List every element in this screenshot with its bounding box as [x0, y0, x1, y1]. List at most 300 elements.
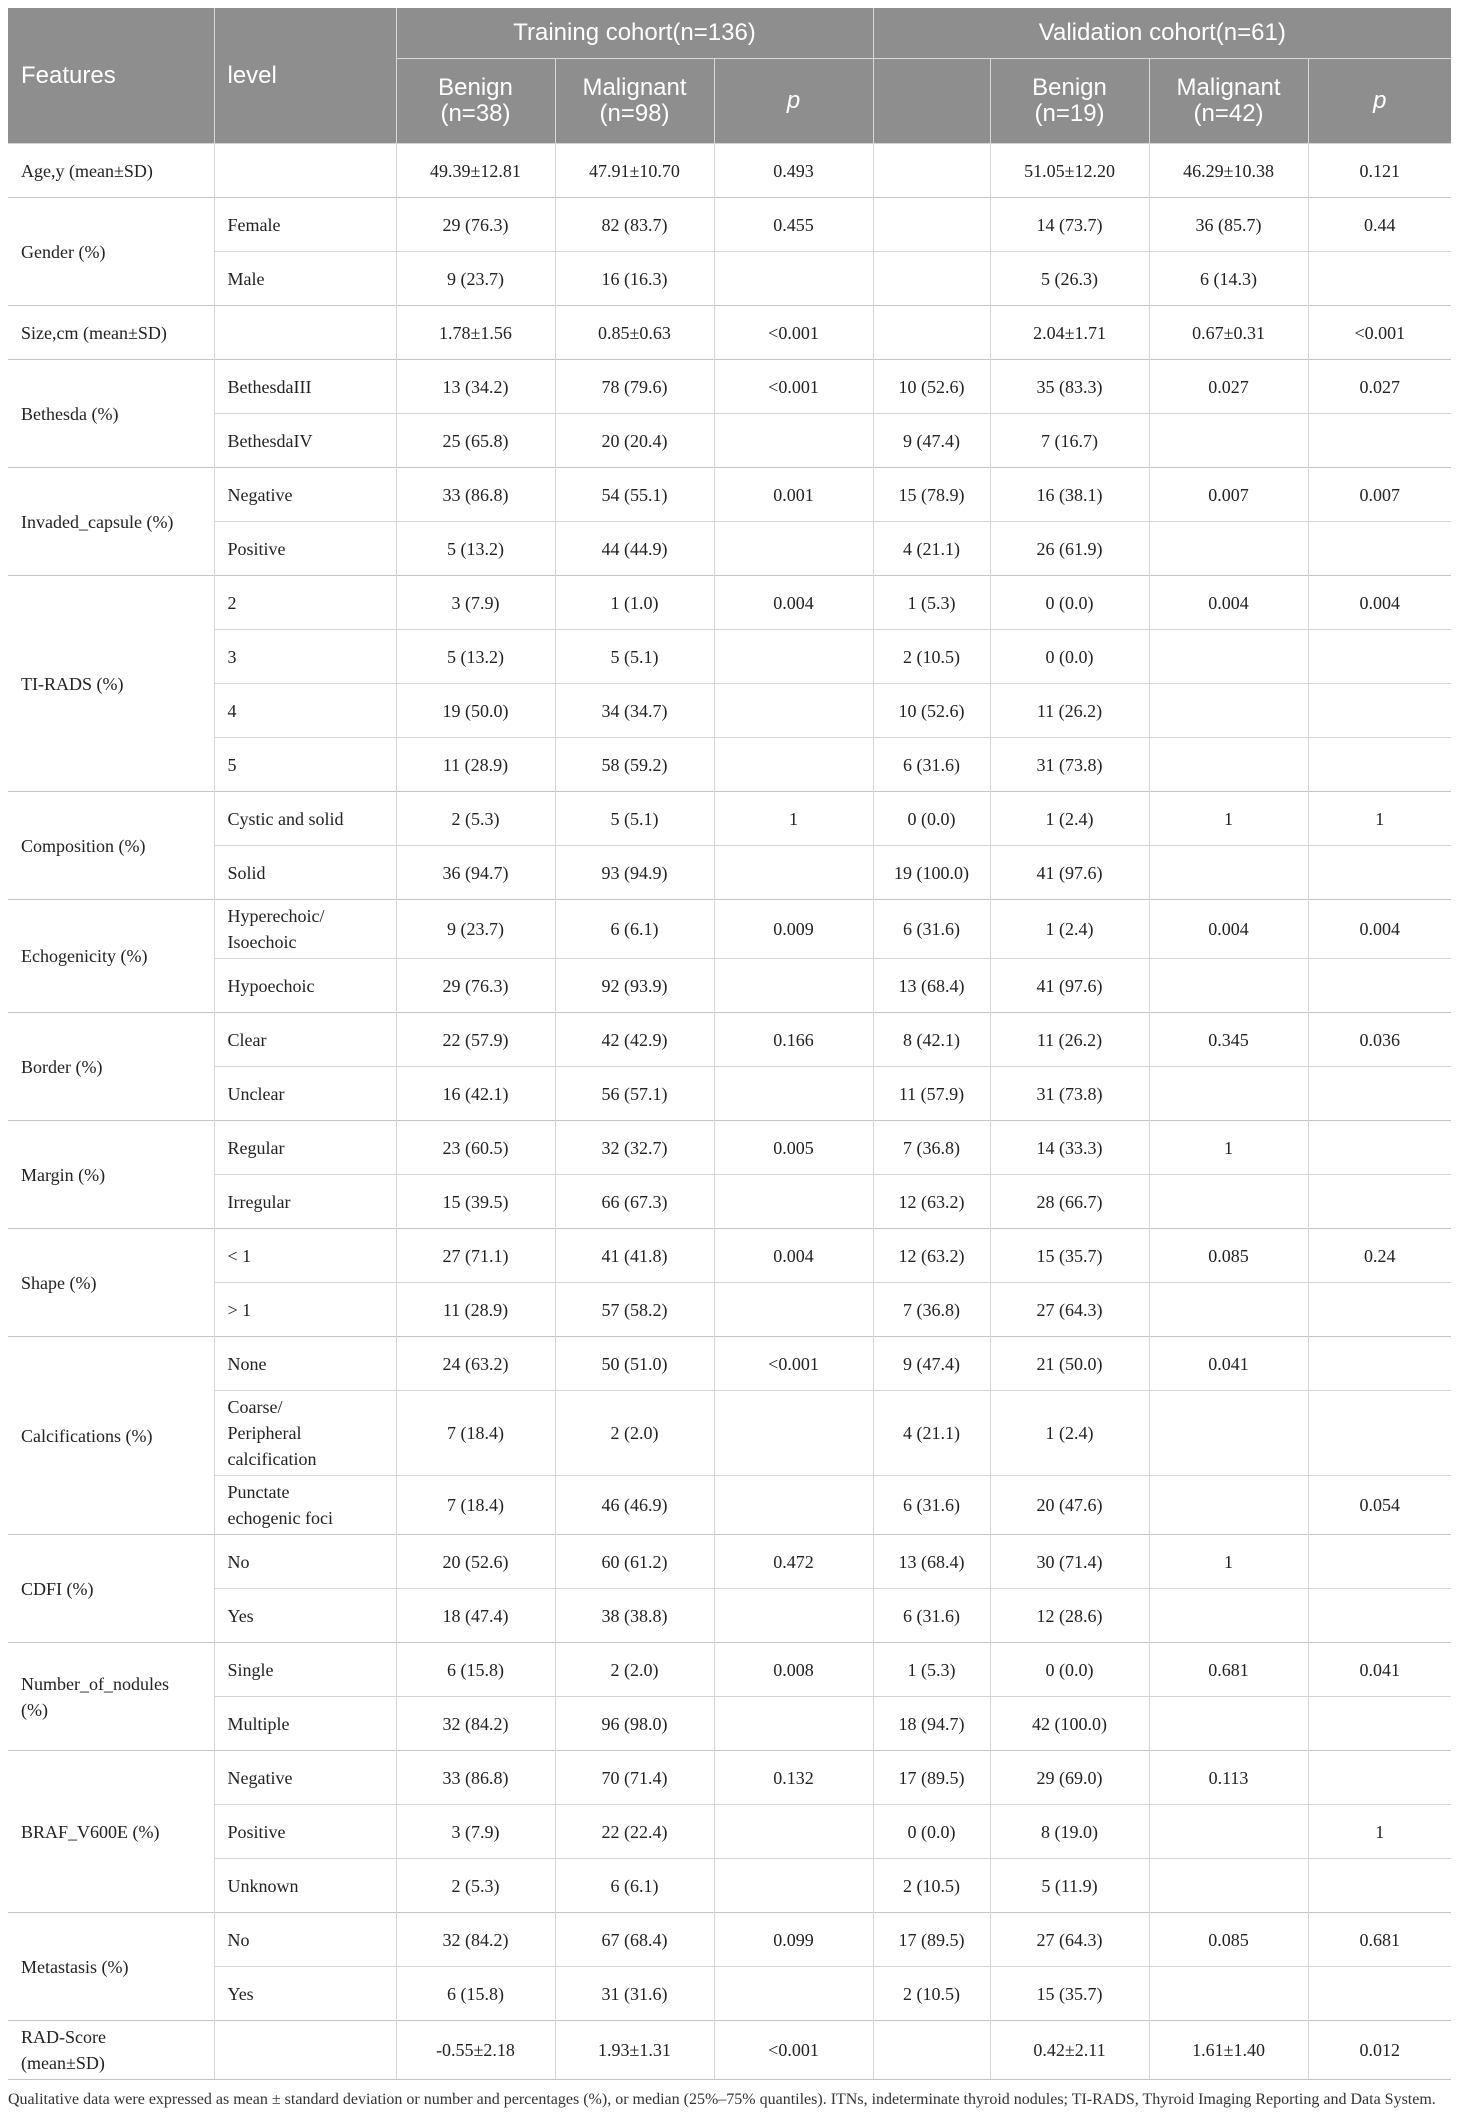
level-cell: Clear [214, 1013, 396, 1067]
value-cell: 31 (73.8) [990, 738, 1149, 792]
value-cell: 5 (13.2) [396, 522, 555, 576]
value-cell: 13 (68.4) [873, 959, 990, 1013]
table-row [8, 198, 1451, 252]
table-header [8, 8, 1451, 144]
value-cell: 14 (33.3) [990, 1121, 1149, 1175]
value-cell: 6 (6.1) [555, 1859, 714, 1913]
value-cell: 27 (64.3) [990, 1283, 1149, 1337]
table-row [8, 846, 1451, 900]
value-cell: 11 (28.9) [396, 738, 555, 792]
value-cell [873, 144, 990, 198]
value-cell: 56 (57.1) [555, 1067, 714, 1121]
value-cell: 0.054 [1308, 1476, 1451, 1535]
value-cell: 20 (20.4) [555, 414, 714, 468]
value-cell [1308, 630, 1451, 684]
value-cell: <0.001 [1308, 306, 1451, 360]
value-cell: 0.085 [1149, 1229, 1308, 1283]
value-cell [873, 252, 990, 306]
value-cell [1149, 1589, 1308, 1643]
value-cell [714, 684, 873, 738]
value-cell: 0.42±2.11 [990, 2021, 1149, 2080]
value-cell: 21 (50.0) [990, 1337, 1149, 1391]
header-validation-col-1: Benign (n=19) [990, 59, 1149, 144]
table-row [8, 1913, 1451, 1967]
feature-cell: Border (%) [8, 1013, 214, 1121]
value-cell [873, 2021, 990, 2080]
level-cell: 5 [214, 738, 396, 792]
table-row [8, 2021, 1451, 2080]
header-training-col-2: p [714, 59, 873, 144]
level-cell: Punctate echogenic foci [214, 1476, 396, 1535]
table-row [8, 1121, 1451, 1175]
value-cell: 0.004 [1308, 900, 1451, 959]
header-validation-col-2: Malignant (n=42) [1149, 59, 1308, 144]
value-cell: 93 (94.9) [555, 846, 714, 900]
value-cell: 2 (10.5) [873, 630, 990, 684]
value-cell: 17 (89.5) [873, 1751, 990, 1805]
value-cell: 26 (61.9) [990, 522, 1149, 576]
value-cell: 41 (97.6) [990, 959, 1149, 1013]
table-row [8, 1589, 1451, 1643]
value-cell [714, 414, 873, 468]
level-cell: > 1 [214, 1283, 396, 1337]
value-cell: 22 (22.4) [555, 1805, 714, 1859]
value-cell: 1 [714, 792, 873, 846]
value-cell [714, 1805, 873, 1859]
value-cell: 36 (85.7) [1149, 198, 1308, 252]
level-cell [214, 2021, 396, 2080]
value-cell: 0.44 [1308, 198, 1451, 252]
value-cell: 5 (26.3) [990, 252, 1149, 306]
value-cell: 0.85±0.63 [555, 306, 714, 360]
value-cell: 0.007 [1308, 468, 1451, 522]
value-cell: 5 (11.9) [990, 1859, 1149, 1913]
value-cell: 9 (23.7) [396, 900, 555, 959]
value-cell: 70 (71.4) [555, 1751, 714, 1805]
table-row [8, 1337, 1451, 1391]
table-row [8, 306, 1451, 360]
value-cell: 0.345 [1149, 1013, 1308, 1067]
value-cell: 20 (47.6) [990, 1476, 1149, 1535]
value-cell: 0.027 [1149, 360, 1308, 414]
feature-cell: Age,y (mean±SD) [8, 144, 214, 198]
header-features: Features [8, 8, 214, 144]
value-cell: 29 (69.0) [990, 1751, 1149, 1805]
value-cell [714, 959, 873, 1013]
value-cell: 0.493 [714, 144, 873, 198]
value-cell [1149, 1859, 1308, 1913]
value-cell: 18 (94.7) [873, 1697, 990, 1751]
value-cell: 33 (86.8) [396, 1751, 555, 1805]
table-row [8, 684, 1451, 738]
table-row [8, 144, 1451, 198]
table-row [8, 522, 1451, 576]
value-cell: 3 (7.9) [396, 1805, 555, 1859]
value-cell: 7 (36.8) [873, 1121, 990, 1175]
value-cell: 2 (2.0) [555, 1391, 714, 1476]
level-cell: No [214, 1913, 396, 1967]
value-cell: 60 (61.2) [555, 1535, 714, 1589]
table-row [8, 900, 1451, 959]
level-cell: Positive [214, 522, 396, 576]
value-cell: 5 (5.1) [555, 792, 714, 846]
value-cell [1308, 1967, 1451, 2021]
value-cell [1308, 1121, 1451, 1175]
value-cell: 6 (31.6) [873, 900, 990, 959]
feature-cell: Number_of_nodules (%) [8, 1643, 214, 1751]
value-cell: 32 (84.2) [396, 1697, 555, 1751]
value-cell [714, 1283, 873, 1337]
table-row [8, 1967, 1451, 2021]
value-cell: 9 (47.4) [873, 414, 990, 468]
value-cell: 13 (68.4) [873, 1535, 990, 1589]
value-cell [1149, 1391, 1308, 1476]
value-cell [714, 1859, 873, 1913]
value-cell [1149, 1175, 1308, 1229]
value-cell: 12 (28.6) [990, 1589, 1149, 1643]
table-row [8, 1805, 1451, 1859]
value-cell: 2 (10.5) [873, 1859, 990, 1913]
value-cell: 54 (55.1) [555, 468, 714, 522]
value-cell: 41 (97.6) [990, 846, 1149, 900]
value-cell: 6 (6.1) [555, 900, 714, 959]
value-cell [1149, 1476, 1308, 1535]
level-cell: Yes [214, 1589, 396, 1643]
table-row [8, 1476, 1451, 1535]
value-cell [1149, 1067, 1308, 1121]
table-body [8, 144, 1451, 2080]
level-cell: 2 [214, 576, 396, 630]
table-row [8, 360, 1451, 414]
table-row [8, 1391, 1451, 1476]
value-cell: 0.132 [714, 1751, 873, 1805]
value-cell: 0.113 [1149, 1751, 1308, 1805]
value-cell [1308, 1535, 1451, 1589]
value-cell: 16 (16.3) [555, 252, 714, 306]
value-cell: 34 (34.7) [555, 684, 714, 738]
feature-cell: Calcifications (%) [8, 1337, 214, 1535]
value-cell: 2.04±1.71 [990, 306, 1149, 360]
value-cell [714, 522, 873, 576]
value-cell [1149, 738, 1308, 792]
level-cell: Hypoechoic [214, 959, 396, 1013]
value-cell: 78 (79.6) [555, 360, 714, 414]
value-cell: 0.085 [1149, 1913, 1308, 1967]
level-cell [214, 306, 396, 360]
table-row [8, 959, 1451, 1013]
value-cell [1308, 959, 1451, 1013]
level-cell: Multiple [214, 1697, 396, 1751]
feature-cell: TI-RADS (%) [8, 576, 214, 792]
feature-cell: Bethesda (%) [8, 360, 214, 468]
value-cell: 1 (5.3) [873, 576, 990, 630]
value-cell [1308, 684, 1451, 738]
value-cell: 1 (2.4) [990, 792, 1149, 846]
value-cell: 7 (18.4) [396, 1476, 555, 1535]
value-cell: 35 (83.3) [990, 360, 1149, 414]
level-cell: No [214, 1535, 396, 1589]
value-cell: 1.61±1.40 [1149, 2021, 1308, 2080]
value-cell: 0.24 [1308, 1229, 1451, 1283]
value-cell: 1 (5.3) [873, 1643, 990, 1697]
level-cell: Female [214, 198, 396, 252]
value-cell: 46 (46.9) [555, 1476, 714, 1535]
header-validation-col-0 [873, 59, 990, 144]
value-cell: 0.166 [714, 1013, 873, 1067]
value-cell: 20 (52.6) [396, 1535, 555, 1589]
feature-cell: Margin (%) [8, 1121, 214, 1229]
feature-cell: Size,cm (mean±SD) [8, 306, 214, 360]
value-cell [1149, 846, 1308, 900]
value-cell: 41 (41.8) [555, 1229, 714, 1283]
value-cell [1149, 959, 1308, 1013]
level-cell: < 1 [214, 1229, 396, 1283]
value-cell: 13 (34.2) [396, 360, 555, 414]
value-cell [873, 306, 990, 360]
value-cell: 7 (36.8) [873, 1283, 990, 1337]
value-cell: 1 [1308, 792, 1451, 846]
level-cell: Positive [214, 1805, 396, 1859]
value-cell: 66 (67.3) [555, 1175, 714, 1229]
value-cell: 0 (0.0) [990, 630, 1149, 684]
table-row [8, 1697, 1451, 1751]
value-cell: 12 (63.2) [873, 1229, 990, 1283]
feature-cell: Gender (%) [8, 198, 214, 306]
value-cell: 10 (52.6) [873, 684, 990, 738]
value-cell [714, 1697, 873, 1751]
value-cell [714, 1967, 873, 2021]
value-cell: 32 (32.7) [555, 1121, 714, 1175]
feature-cell: Composition (%) [8, 792, 214, 900]
feature-cell: Shape (%) [8, 1229, 214, 1337]
value-cell [1149, 1697, 1308, 1751]
value-cell [1308, 1283, 1451, 1337]
value-cell: 11 (57.9) [873, 1067, 990, 1121]
value-cell: 3 (7.9) [396, 576, 555, 630]
level-cell [214, 144, 396, 198]
value-cell: <0.001 [714, 2021, 873, 2080]
value-cell: 30 (71.4) [990, 1535, 1149, 1589]
value-cell: 0 (0.0) [990, 576, 1149, 630]
level-cell: Coarse/ Peripheral calcification [214, 1391, 396, 1476]
level-cell: Negative [214, 468, 396, 522]
value-cell: 44 (44.9) [555, 522, 714, 576]
value-cell: 14 (73.7) [990, 198, 1149, 252]
value-cell: 0.009 [714, 900, 873, 959]
cohort-characteristics-table [8, 8, 1451, 2080]
value-cell: 8 (19.0) [990, 1805, 1149, 1859]
value-cell: <0.001 [714, 306, 873, 360]
value-cell [1308, 522, 1451, 576]
table-footnote: Qualitative data were expressed as mean ± standard deviation or number and percentages (%), or median (25%–75% quantiles). ITNs, indeterminate thyroid nodules; TI-RADS, Thyroid Imaging Reporting and Data System. [8, 2091, 1436, 2108]
value-cell: 0.004 [1308, 576, 1451, 630]
value-cell [714, 738, 873, 792]
value-cell [714, 252, 873, 306]
value-cell: 22 (57.9) [396, 1013, 555, 1067]
value-cell: 4 (21.1) [873, 1391, 990, 1476]
value-cell: 15 (35.7) [990, 1967, 1149, 2021]
value-cell: 0.472 [714, 1535, 873, 1589]
value-cell: 25 (65.8) [396, 414, 555, 468]
value-cell [1308, 738, 1451, 792]
value-cell: 0.121 [1308, 144, 1451, 198]
level-cell: Male [214, 252, 396, 306]
value-cell: 10 (52.6) [873, 360, 990, 414]
value-cell: 36 (94.7) [396, 846, 555, 900]
feature-cell: CDFI (%) [8, 1535, 214, 1643]
value-cell: 23 (60.5) [396, 1121, 555, 1175]
table-row [8, 1535, 1451, 1589]
value-cell: 18 (47.4) [396, 1589, 555, 1643]
value-cell: 67 (68.4) [555, 1913, 714, 1967]
table-row [8, 630, 1451, 684]
value-cell: 27 (64.3) [990, 1913, 1149, 1967]
level-cell: Yes [214, 1967, 396, 2021]
value-cell: 31 (73.8) [990, 1067, 1149, 1121]
value-cell: 0.67±0.31 [1149, 306, 1308, 360]
value-cell: 38 (38.8) [555, 1589, 714, 1643]
value-cell: 2 (5.3) [396, 1859, 555, 1913]
value-cell: 29 (76.3) [396, 959, 555, 1013]
value-cell [714, 846, 873, 900]
value-cell: 6 (31.6) [873, 1589, 990, 1643]
table-row [8, 468, 1451, 522]
value-cell [1149, 1805, 1308, 1859]
value-cell: 28 (66.7) [990, 1175, 1149, 1229]
table-row [8, 252, 1451, 306]
header-training-col-0: Benign (n=38) [396, 59, 555, 144]
value-cell: 12 (63.2) [873, 1175, 990, 1229]
value-cell: -0.55±2.18 [396, 2021, 555, 2080]
table-row [8, 1751, 1451, 1805]
value-cell: 51.05±12.20 [990, 144, 1149, 198]
value-cell: 0.036 [1308, 1013, 1451, 1067]
value-cell [1149, 684, 1308, 738]
level-cell: Solid [214, 846, 396, 900]
table-row [8, 792, 1451, 846]
value-cell: 0.007 [1149, 468, 1308, 522]
value-cell: 1 (2.4) [990, 900, 1149, 959]
value-cell: 7 (16.7) [990, 414, 1149, 468]
value-cell: 96 (98.0) [555, 1697, 714, 1751]
value-cell: 1.93±1.31 [555, 2021, 714, 2080]
value-cell: 1 (1.0) [555, 576, 714, 630]
value-cell: 24 (63.2) [396, 1337, 555, 1391]
value-cell: 33 (86.8) [396, 468, 555, 522]
value-cell: 0.005 [714, 1121, 873, 1175]
value-cell: 15 (78.9) [873, 468, 990, 522]
table-row [8, 1229, 1451, 1283]
value-cell: 0 (0.0) [873, 1805, 990, 1859]
level-cell: Cystic and solid [214, 792, 396, 846]
value-cell [714, 1175, 873, 1229]
value-cell: 16 (42.1) [396, 1067, 555, 1121]
value-cell: 17 (89.5) [873, 1913, 990, 1967]
value-cell: 9 (23.7) [396, 252, 555, 306]
level-cell: BethesdaIV [214, 414, 396, 468]
value-cell: 0.012 [1308, 2021, 1451, 2080]
value-cell [1308, 1751, 1451, 1805]
value-cell: 0.455 [714, 198, 873, 252]
value-cell: 0.004 [714, 576, 873, 630]
value-cell [1308, 1175, 1451, 1229]
value-cell: 0.004 [1149, 576, 1308, 630]
value-cell: 50 (51.0) [555, 1337, 714, 1391]
level-cell: Negative [214, 1751, 396, 1805]
value-cell: 0.681 [1308, 1913, 1451, 1967]
value-cell: 0 (0.0) [873, 792, 990, 846]
value-cell: 0.099 [714, 1913, 873, 1967]
table-row [8, 1859, 1451, 1913]
value-cell: 6 (31.6) [873, 1476, 990, 1535]
value-cell [714, 1476, 873, 1535]
value-cell [714, 1067, 873, 1121]
value-cell: 8 (42.1) [873, 1013, 990, 1067]
value-cell: 6 (15.8) [396, 1967, 555, 2021]
table-row [8, 1067, 1451, 1121]
value-cell: 6 (14.3) [1149, 252, 1308, 306]
value-cell: 5 (13.2) [396, 630, 555, 684]
value-cell: 1 [1149, 1535, 1308, 1589]
value-cell: 29 (76.3) [396, 198, 555, 252]
value-cell: 27 (71.1) [396, 1229, 555, 1283]
header-level: level [214, 8, 396, 144]
value-cell: 2 (5.3) [396, 792, 555, 846]
value-cell: 47.91±10.70 [555, 144, 714, 198]
value-cell: 6 (15.8) [396, 1643, 555, 1697]
level-cell: Irregular [214, 1175, 396, 1229]
level-cell: BethesdaIII [214, 360, 396, 414]
value-cell [714, 630, 873, 684]
table-row [8, 1283, 1451, 1337]
value-cell: 31 (31.6) [555, 1967, 714, 2021]
level-cell: Regular [214, 1121, 396, 1175]
level-cell: Single [214, 1643, 396, 1697]
feature-cell: BRAF_V600E (%) [8, 1751, 214, 1913]
value-cell: 82 (83.7) [555, 198, 714, 252]
value-cell: 0 (0.0) [990, 1643, 1149, 1697]
value-cell [1308, 1391, 1451, 1476]
value-cell: 42 (42.9) [555, 1013, 714, 1067]
feature-cell: Echogenicity (%) [8, 900, 214, 1013]
value-cell [1308, 414, 1451, 468]
value-cell [1308, 252, 1451, 306]
value-cell: 1.78±1.56 [396, 306, 555, 360]
value-cell: 4 (21.1) [873, 522, 990, 576]
value-cell: 58 (59.2) [555, 738, 714, 792]
value-cell: 32 (84.2) [396, 1913, 555, 1967]
header-training-cohort: Training cohort(n=136) [396, 8, 873, 59]
value-cell: 92 (93.9) [555, 959, 714, 1013]
value-cell: 6 (31.6) [873, 738, 990, 792]
table-row [8, 1643, 1451, 1697]
value-cell: 15 (39.5) [396, 1175, 555, 1229]
value-cell: 11 (26.2) [990, 684, 1149, 738]
value-cell: 2 (2.0) [555, 1643, 714, 1697]
value-cell [1149, 1283, 1308, 1337]
value-cell: <0.001 [714, 360, 873, 414]
table-row [8, 576, 1451, 630]
value-cell: 49.39±12.81 [396, 144, 555, 198]
level-cell: Unknown [214, 1859, 396, 1913]
value-cell [873, 198, 990, 252]
value-cell [1149, 1967, 1308, 2021]
level-cell: 3 [214, 630, 396, 684]
value-cell: 15 (35.7) [990, 1229, 1149, 1283]
value-cell: 42 (100.0) [990, 1697, 1149, 1751]
feature-cell: Metastasis (%) [8, 1913, 214, 2021]
table-row [8, 738, 1451, 792]
